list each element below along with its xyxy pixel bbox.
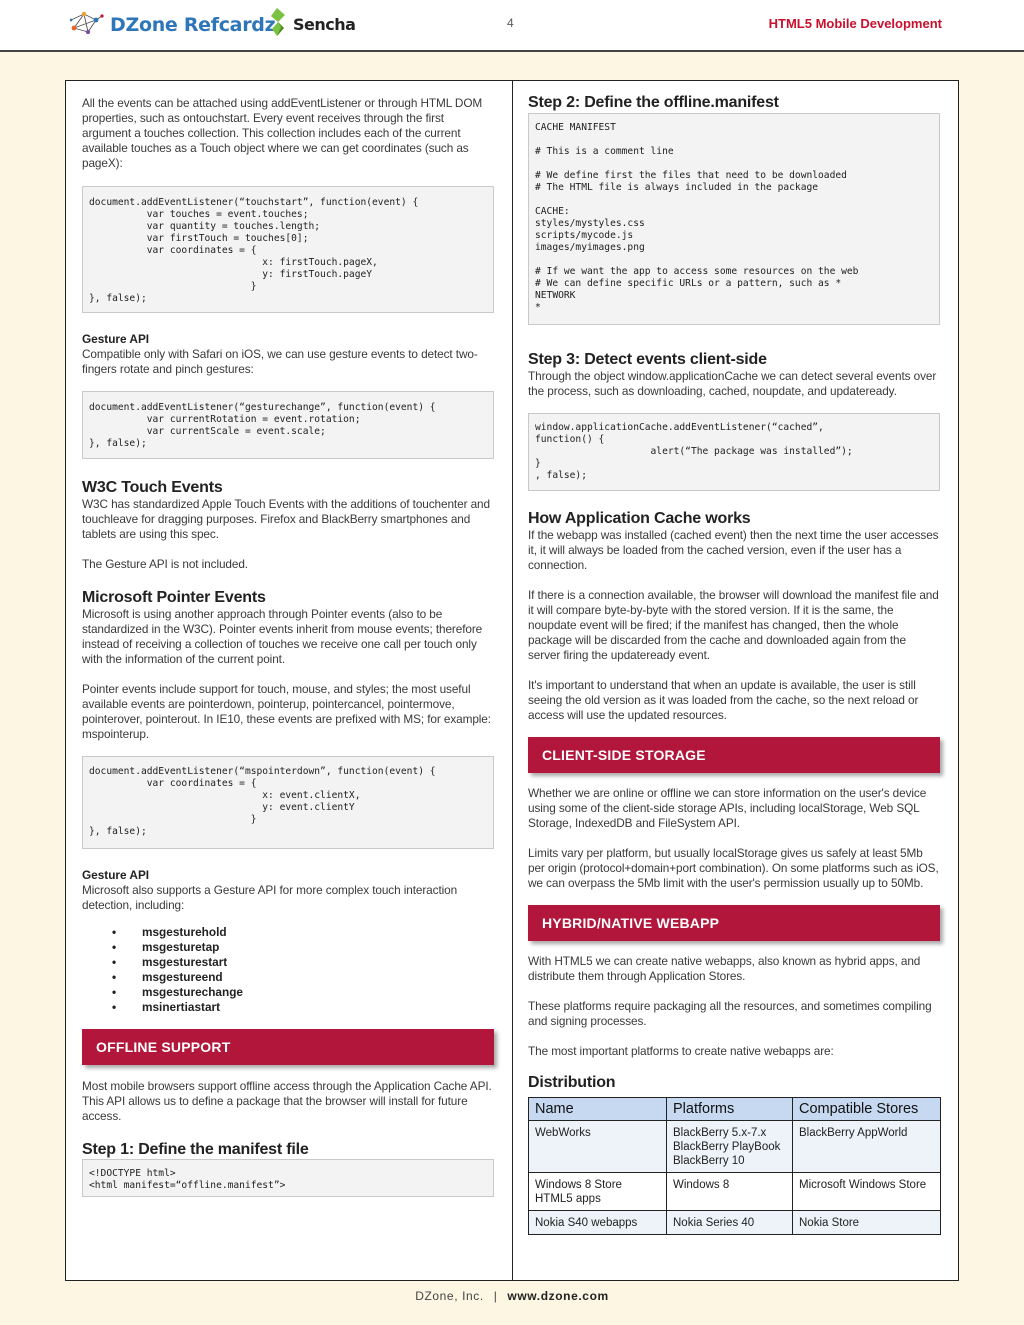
list-item: • msgesturetap <box>112 940 494 955</box>
intro-paragraph: All the events can be attached using addEventListener or through HTML DOM properties, such as ontouchstart. Every event receives through the first argument a touches collection. This collection includes each of the current available touches as a Touch object where we can get coordinates (such as pageX): <box>82 96 483 170</box>
table-row <box>529 1173 941 1211</box>
code-block-gesturechange: document.addEventListener(“gesturechange”, function(event) { var currentRotation = event.rotation; var currentScale = event.scale; }, false); <box>82 391 494 459</box>
how-appcache-heading: How Application Cache works <box>528 510 751 527</box>
sencha-logo[interactable] <box>268 9 355 39</box>
code-block-touchstart: document.addEventListener(“touchstart”, function(event) { var touches = event.touches; var quantity = touches.length; var firstTouch = touches[0]; var coordinates = { x: firstTouch.pageX, y: firstTouch.pageY } }, false); <box>82 186 494 313</box>
column-header-stores: Compatible Stores <box>793 1098 941 1121</box>
step1-heading: Step 1: Define the manifest file <box>82 1141 309 1158</box>
table-cell: WebWorks <box>529 1121 667 1173</box>
ms-paragraph-2: Pointer events include support for touch, mouse, and styles; the most useful available events are pointerdown, pointerup, pointercancel, pointermove, pointerover, pointerout. In IE10, these events are prefixed with MS; for example: mspointerup. <box>82 682 491 741</box>
table-cell: Microsoft Windows Store <box>793 1173 941 1211</box>
offline-support-section-bar: OFFLINE SUPPORT <box>82 1029 494 1065</box>
table-row <box>529 1211 941 1235</box>
list-item: • msgestureend <box>112 970 494 985</box>
column-header-name: Name <box>529 1098 667 1121</box>
distribution-table <box>528 1097 941 1235</box>
how-paragraph-1: If the webapp was installed (cached event) then the next time the user accesses it, it will always be loaded from the cached version, even if the user has a connection. <box>528 528 939 572</box>
gesture-api-ms-heading: Gesture API <box>82 868 150 882</box>
how-paragraph-3: It's important to understand that when an update is available, the user is still seeing the old version as it was loaded from the cache, so the next reload or access will use the updated resources. <box>528 678 919 722</box>
document-title: HTML5 Mobile Development <box>768 16 942 31</box>
storage-paragraph-2: Limits vary per platform, but usually localStorage gives us safely at least 5Mb per origin (protocol+domain+port combination). On some platforms such as iOS, we can overpass the 5Mb limit with the user's permission usually up to 50Mb. <box>528 846 939 890</box>
code-block-offline-manifest: CACHE MANIFEST # This is a comment line # We define first the files that need to be downloaded # The HTML file is always included in the package CACHE: styles/mystyles.css scripts/mycode.js images/myimages.png # If we want the app to access some resources on the web # We can define specific URLs or a pattern, such as * NETWORK * <box>528 113 940 325</box>
list-item: • msgesturehold <box>112 925 494 940</box>
storage-paragraph-1: Whether we are online or offline we can store information on the user's device using some of the client-side storage APIs, including localStorage, Web SQL Storage, IndexedDB and FileSystem API. <box>528 786 927 830</box>
column-header-platforms: Platforms <box>667 1098 793 1121</box>
table-cell: Nokia Series 40 <box>667 1211 793 1235</box>
hybrid-paragraph-2: These platforms require packaging all the resources, and sometimes compiling and signing processes. <box>528 999 932 1028</box>
step3-paragraph: Through the object window.applicationCache we can detect several events over the process, such as downloading, cached, noupdate, and updateready. <box>528 369 937 398</box>
ms-pointer-events-heading: Microsoft Pointer Events <box>82 589 266 606</box>
left-column <box>82 92 494 1197</box>
column-divider <box>512 80 513 1281</box>
brand-name: DZone Refcardz <box>110 14 276 36</box>
page-footer <box>0 1289 1024 1303</box>
table-cell: Windows 8 <box>667 1173 793 1211</box>
list-item: • msgesturechange <box>112 985 494 1000</box>
hybrid-paragraph-3: The most important platforms to create native webapps are: <box>528 1044 834 1058</box>
table-header-row <box>529 1098 941 1121</box>
page-header <box>0 0 1024 52</box>
code-block-mspointerdown: document.addEventListener(“mspointerdown”, function(event) { var coordinates = { x: event.clientX, y: event.clientY } }, false); <box>82 756 494 849</box>
step3-heading: Step 3: Detect events client-side <box>528 351 767 368</box>
w3c-note: The Gesture API is not included. <box>82 557 248 571</box>
hybrid-paragraph-1: With HTML5 we can create native webapps, also known as hybrid apps, and distribute them through Application Stores. <box>528 954 921 983</box>
how-paragraph-2: If there is a connection available, the browser will download the manifest file and it will compare byte-by-byte with the stored version. If it is the same, the noupdate event will be fired; if the manifest has changed, then the whole package will be discarded from the cache and downloaded again from the server firing the updateready event. <box>528 588 939 662</box>
gesture-event-list <box>82 925 494 1015</box>
table-row <box>529 1121 941 1173</box>
w3c-touch-events-heading: W3C Touch Events <box>82 479 223 496</box>
sencha-logo-icon <box>268 7 290 42</box>
gesture-api-ms-paragraph: Microsoft also supports a Gesture API for more complex touch interaction detection, including: <box>82 883 458 912</box>
list-item: • msinertiastart <box>112 1000 494 1015</box>
table-cell: Nokia S40 webapps <box>529 1211 667 1235</box>
distribution-heading: Distribution <box>528 1074 616 1091</box>
gesture-api-paragraph: Compatible only with Safari on iOS, we can use gesture events to detect two-fingers rotate and pinch gestures: <box>82 347 478 376</box>
table-cell: BlackBerry AppWorld <box>793 1121 941 1173</box>
w3c-paragraph: W3C has standardized Apple Touch Events with the additions of touchenter and touchleave for dragging purposes. Firefox and BlackBerry smartphones and tablets are using this spec. <box>82 497 490 541</box>
page-number: 4 <box>507 16 514 30</box>
dzone-refcardz-logo[interactable] <box>70 10 275 40</box>
table-cell: BlackBerry 5.x-7.x BlackBerry PlayBook BlackBerry 10 <box>667 1121 793 1173</box>
partner-name: Sencha <box>293 14 356 34</box>
client-side-storage-section-bar: CLIENT-SIDE STORAGE <box>528 737 940 773</box>
right-column <box>528 92 940 1235</box>
offline-paragraph: Most mobile browsers support offline access through the Application Cache API. This API allows us to define a package that the browser will install for future access. <box>82 1079 492 1123</box>
list-item: • msgesturestart <box>112 955 494 970</box>
footer-url-link[interactable]: www.dzone.com <box>507 1289 609 1303</box>
gesture-api-heading: Gesture API <box>82 332 150 346</box>
table-cell: Nokia Store <box>793 1211 941 1235</box>
table-cell: Windows 8 Store HTML5 apps <box>529 1173 667 1211</box>
ms-paragraph-1: Microsoft is using another approach through Pointer events (also to be standardized in the W3C). Pointer events inherit from mouse events; therefore instead of receiving a collection of touches we receive one call per touch only with the information of the current point. <box>82 607 483 666</box>
code-block-manifest-html: <!DOCTYPE html> <html manifest=“offline.manifest”> <box>82 1159 494 1197</box>
footer-separator: | <box>493 1289 498 1303</box>
footer-company: DZone, Inc. <box>415 1289 484 1303</box>
step2-heading: Step 2: Define the offline.manifest <box>528 94 779 111</box>
dzone-network-logo-icon <box>70 10 104 41</box>
code-block-cached-listener: window.applicationCache.addEventListener(“cached”, function() { alert(“The package was installed”); } , false); <box>528 413 940 491</box>
hybrid-native-webapp-section-bar: HYBRID/NATIVE WEBAPP <box>528 905 940 941</box>
